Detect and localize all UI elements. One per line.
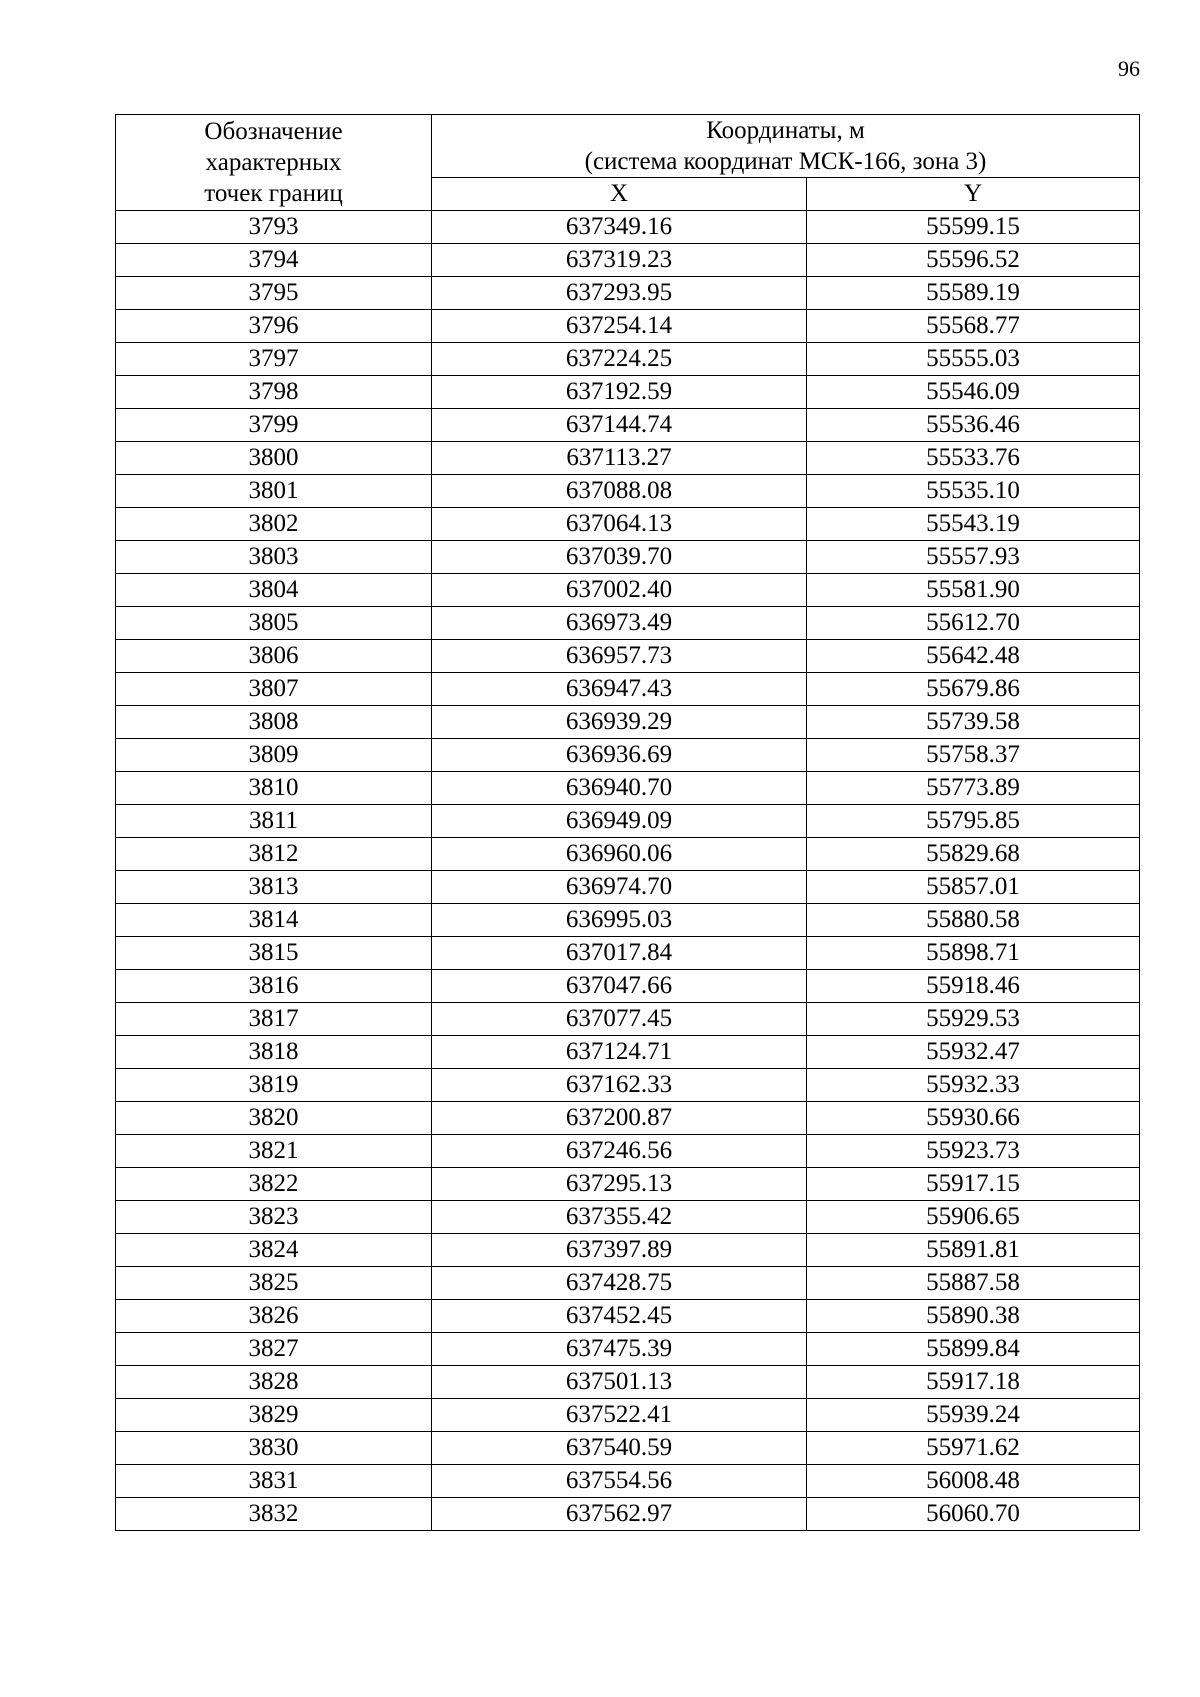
point-id-cell: 3794 (116, 244, 432, 277)
table-row (116, 1234, 1140, 1267)
table-row (116, 442, 1140, 475)
table-row (116, 277, 1140, 310)
table-row (116, 970, 1140, 1003)
point-id-cell: 3798 (116, 376, 432, 409)
table-row (116, 508, 1140, 541)
y-coordinate-cell: 55906.65 (807, 1201, 1140, 1234)
header-row-top (116, 115, 1140, 178)
x-coordinate-cell: 637039.70 (432, 541, 807, 574)
x-coordinate-cell: 637349.16 (432, 211, 807, 244)
table-row (116, 1399, 1140, 1432)
x-coordinate-cell: 637077.45 (432, 1003, 807, 1036)
point-id-cell: 3820 (116, 1102, 432, 1135)
point-id-cell: 3823 (116, 1201, 432, 1234)
y-coordinate-cell: 55930.66 (807, 1102, 1140, 1135)
y-coordinate-cell: 55568.77 (807, 310, 1140, 343)
table-row (116, 541, 1140, 574)
table-header (116, 115, 1140, 211)
y-coordinate-cell: 55890.38 (807, 1300, 1140, 1333)
x-coordinate-cell: 636974.70 (432, 871, 807, 904)
y-coordinate-cell: 55923.73 (807, 1135, 1140, 1168)
point-id-cell: 3795 (116, 277, 432, 310)
table-row (116, 1102, 1140, 1135)
y-coordinate-cell: 55557.93 (807, 541, 1140, 574)
point-id-cell: 3801 (116, 475, 432, 508)
x-coordinate-cell: 637200.87 (432, 1102, 807, 1135)
table-row (116, 1168, 1140, 1201)
table-row (116, 739, 1140, 772)
point-id-cell: 3813 (116, 871, 432, 904)
table-row (116, 1366, 1140, 1399)
table-row (116, 805, 1140, 838)
x-coordinate-cell: 637224.25 (432, 343, 807, 376)
y-coordinate-cell: 55596.52 (807, 244, 1140, 277)
table-row (116, 343, 1140, 376)
y-coordinate-cell: 56060.70 (807, 1498, 1140, 1531)
point-id-cell: 3822 (116, 1168, 432, 1201)
table-row (116, 1036, 1140, 1069)
table-row (116, 640, 1140, 673)
y-coordinate-cell: 55533.76 (807, 442, 1140, 475)
y-coordinate-cell: 55589.19 (807, 277, 1140, 310)
point-id-cell: 3814 (116, 904, 432, 937)
point-id-cell: 3831 (116, 1465, 432, 1498)
y-coordinate-cell: 55739.58 (807, 706, 1140, 739)
y-coordinate-cell: 56008.48 (807, 1465, 1140, 1498)
y-column-header: Y (807, 178, 1140, 211)
x-coordinate-cell: 636973.49 (432, 607, 807, 640)
y-coordinate-cell: 55898.71 (807, 937, 1140, 970)
x-coordinate-cell: 637047.66 (432, 970, 807, 1003)
x-coordinate-cell: 637002.40 (432, 574, 807, 607)
point-id-cell: 3830 (116, 1432, 432, 1465)
x-coordinate-cell: 637554.56 (432, 1465, 807, 1498)
point-id-cell: 3797 (116, 343, 432, 376)
point-id-cell: 3815 (116, 937, 432, 970)
x-column-header: X (432, 178, 807, 211)
table-row (116, 409, 1140, 442)
point-id-cell: 3799 (116, 409, 432, 442)
y-coordinate-cell: 55899.84 (807, 1333, 1140, 1366)
y-coordinate-cell: 55917.15 (807, 1168, 1140, 1201)
y-coordinate-cell: 55581.90 (807, 574, 1140, 607)
y-coordinate-cell: 55887.58 (807, 1267, 1140, 1300)
y-coordinate-cell: 55642.48 (807, 640, 1140, 673)
x-coordinate-cell: 637124.71 (432, 1036, 807, 1069)
x-coordinate-cell: 637522.41 (432, 1399, 807, 1432)
y-coordinate-cell: 55891.81 (807, 1234, 1140, 1267)
table-row (116, 1003, 1140, 1036)
y-coordinate-cell: 55679.86 (807, 673, 1140, 706)
y-coordinate-cell: 55758.37 (807, 739, 1140, 772)
x-coordinate-cell: 637562.97 (432, 1498, 807, 1531)
table-row (116, 673, 1140, 706)
point-id-cell: 3817 (116, 1003, 432, 1036)
point-id-cell: 3793 (116, 211, 432, 244)
x-coordinate-cell: 637246.56 (432, 1135, 807, 1168)
point-id-cell: 3812 (116, 838, 432, 871)
y-coordinate-cell: 55918.46 (807, 970, 1140, 1003)
point-id-cell: 3816 (116, 970, 432, 1003)
x-coordinate-cell: 636936.69 (432, 739, 807, 772)
point-id-cell: 3809 (116, 739, 432, 772)
table-row (116, 1201, 1140, 1234)
y-coordinate-cell: 55543.19 (807, 508, 1140, 541)
y-coordinate-cell: 55932.33 (807, 1069, 1140, 1102)
table-row (116, 310, 1140, 343)
x-coordinate-cell: 637501.13 (432, 1366, 807, 1399)
x-coordinate-cell: 637113.27 (432, 442, 807, 475)
table-row (116, 1300, 1140, 1333)
point-id-cell: 3804 (116, 574, 432, 607)
point-id-cell: 3808 (116, 706, 432, 739)
table-row (116, 244, 1140, 277)
y-coordinate-cell: 55917.18 (807, 1366, 1140, 1399)
table-row (116, 1498, 1140, 1531)
y-coordinate-cell: 55612.70 (807, 607, 1140, 640)
page-number: 96 (1118, 56, 1140, 81)
point-id-cell: 3829 (116, 1399, 432, 1432)
coords-header-line-2: (система координат МСК-166, зона 3) (584, 148, 987, 175)
point-id-cell: 3800 (116, 442, 432, 475)
table-row (116, 574, 1140, 607)
x-coordinate-cell: 636947.43 (432, 673, 807, 706)
x-coordinate-cell: 637144.74 (432, 409, 807, 442)
y-coordinate-cell: 55599.15 (807, 211, 1140, 244)
table-row (116, 871, 1140, 904)
table-row (116, 706, 1140, 739)
coordinates-header (432, 115, 1140, 178)
x-coordinate-cell: 636995.03 (432, 904, 807, 937)
y-coordinate-cell: 55795.85 (807, 805, 1140, 838)
point-id-cell: 3802 (116, 508, 432, 541)
point-id-cell: 3805 (116, 607, 432, 640)
x-coordinate-cell: 637475.39 (432, 1333, 807, 1366)
y-coordinate-cell: 55929.53 (807, 1003, 1140, 1036)
point-id-cell: 3825 (116, 1267, 432, 1300)
table-row (116, 1333, 1140, 1366)
table-row (116, 772, 1140, 805)
table-row (116, 904, 1140, 937)
x-coordinate-cell: 637295.13 (432, 1168, 807, 1201)
table-row (116, 1135, 1140, 1168)
y-coordinate-cell: 55971.62 (807, 1432, 1140, 1465)
table-row (116, 1432, 1140, 1465)
x-coordinate-cell: 637397.89 (432, 1234, 807, 1267)
point-id-cell: 3824 (116, 1234, 432, 1267)
table-row (116, 607, 1140, 640)
point-header-line-1: Обозначение (204, 118, 343, 145)
x-coordinate-cell: 637162.33 (432, 1069, 807, 1102)
x-coordinate-cell: 637540.59 (432, 1432, 807, 1465)
table-row (116, 475, 1140, 508)
table-row (116, 1069, 1140, 1102)
x-coordinate-cell: 636957.73 (432, 640, 807, 673)
table-row (116, 376, 1140, 409)
table-row (116, 1465, 1140, 1498)
x-coordinate-cell: 636940.70 (432, 772, 807, 805)
x-coordinate-cell: 637428.75 (432, 1267, 807, 1300)
table-body (116, 211, 1140, 1531)
x-coordinate-cell: 637319.23 (432, 244, 807, 277)
x-coordinate-cell: 637355.42 (432, 1201, 807, 1234)
table-row (116, 838, 1140, 871)
table-row (116, 211, 1140, 244)
point-id-cell: 3828 (116, 1366, 432, 1399)
y-coordinate-cell: 55857.01 (807, 871, 1140, 904)
x-coordinate-cell: 637192.59 (432, 376, 807, 409)
x-coordinate-cell: 636949.09 (432, 805, 807, 838)
point-id-cell: 3806 (116, 640, 432, 673)
x-coordinate-cell: 637088.08 (432, 475, 807, 508)
x-coordinate-cell: 637293.95 (432, 277, 807, 310)
y-coordinate-cell: 55555.03 (807, 343, 1140, 376)
x-coordinate-cell: 636960.06 (432, 838, 807, 871)
coords-header-line-1: Координаты, м (706, 117, 865, 144)
x-coordinate-cell: 637254.14 (432, 310, 807, 343)
y-coordinate-cell: 55880.58 (807, 904, 1140, 937)
x-coordinate-cell: 637452.45 (432, 1300, 807, 1333)
point-id-cell: 3810 (116, 772, 432, 805)
y-coordinate-cell: 55932.47 (807, 1036, 1140, 1069)
point-id-cell: 3821 (116, 1135, 432, 1168)
y-coordinate-cell: 55939.24 (807, 1399, 1140, 1432)
y-coordinate-cell: 55536.46 (807, 409, 1140, 442)
y-coordinate-cell: 55773.89 (807, 772, 1140, 805)
point-id-cell: 3818 (116, 1036, 432, 1069)
point-id-cell: 3826 (116, 1300, 432, 1333)
coordinates-table (115, 114, 1140, 1531)
point-header-line-2: характерных (205, 149, 342, 176)
y-coordinate-cell: 55535.10 (807, 475, 1140, 508)
point-id-cell: 3803 (116, 541, 432, 574)
point-id-cell: 3811 (116, 805, 432, 838)
table-row (116, 1267, 1140, 1300)
y-coordinate-cell: 55829.68 (807, 838, 1140, 871)
point-id-cell: 3807 (116, 673, 432, 706)
table-row (116, 937, 1140, 970)
y-coordinate-cell: 55546.09 (807, 376, 1140, 409)
point-header-line-3: точек границ (204, 180, 343, 207)
point-id-cell: 3796 (116, 310, 432, 343)
x-coordinate-cell: 637064.13 (432, 508, 807, 541)
x-coordinate-cell: 636939.29 (432, 706, 807, 739)
x-coordinate-cell: 637017.84 (432, 937, 807, 970)
point-id-cell: 3827 (116, 1333, 432, 1366)
point-id-cell: 3819 (116, 1069, 432, 1102)
point-id-cell: 3832 (116, 1498, 432, 1531)
point-designation-header (116, 115, 432, 211)
